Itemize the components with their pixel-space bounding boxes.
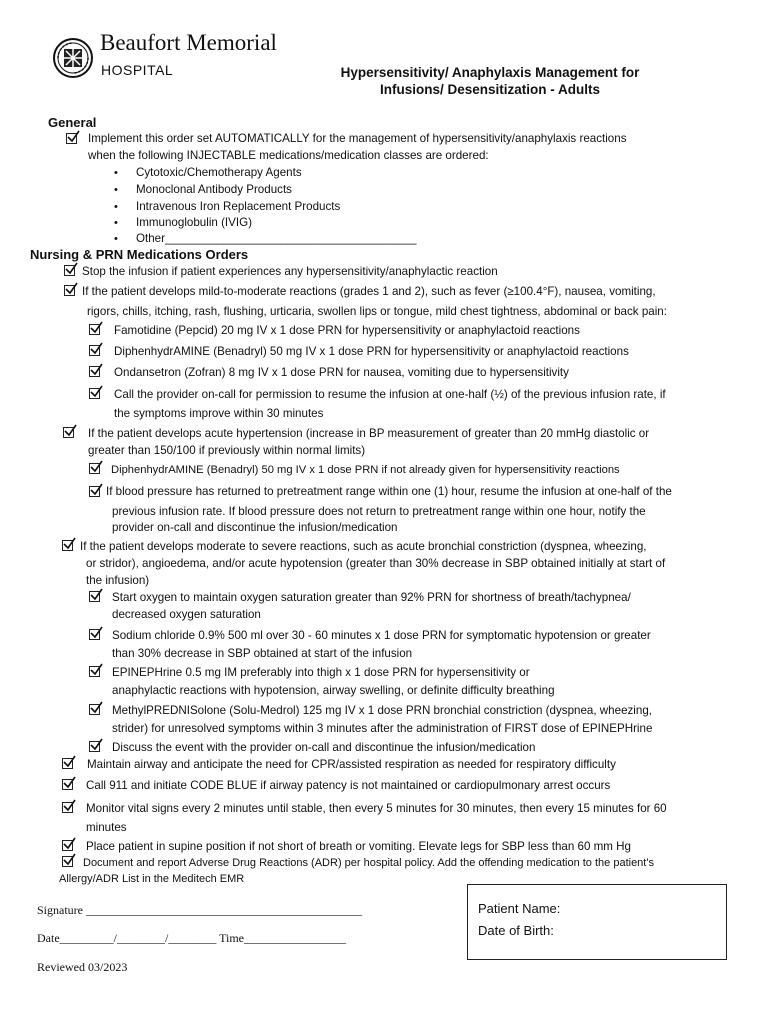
checkbox-call-provider[interactable]	[89, 388, 100, 399]
checkmark-icon	[89, 460, 103, 474]
checkmark-icon	[89, 385, 103, 399]
checkmark-icon	[66, 130, 80, 144]
supine-position: Place patient in supine position if not short of breath or vomiting. Elevate legs for SBP less than 60 mm Hg	[86, 840, 631, 853]
epinephrine-line-2: anaphylactic reactions with hypotension, airway swelling, or definite difficulty breathing	[112, 684, 555, 697]
checkbox-methylprednisolone[interactable]	[89, 704, 100, 715]
hypertension-line-1: If the patient develops acute hypertension (increase in BP measurement of greater than 20 mmHg diastolic or	[88, 427, 650, 440]
checkbox-vitals[interactable]	[62, 802, 73, 813]
bullet: •	[114, 167, 118, 179]
mild-line-1: If the patient develops mild-to-moderate reactions (grades 1 and 2), such as fever (≥100.4°F), nausea, vomiting,	[82, 285, 656, 298]
date-time-field[interactable]: Date_________/________/________ Time_________________	[37, 931, 347, 945]
methylprednisolone-line-1: MethylPREDNISolone (Solu-Medrol) 125 mg IV x 1 dose PRN bronchial constriction (dyspnea, wheezing,	[112, 704, 653, 717]
checkbox-epinephrine[interactable]	[89, 666, 100, 677]
oxygen-line-1: Start oxygen to maintain oxygen saturation greater than 92% PRN for shortness of breath/tachypnea/	[112, 591, 631, 604]
class-item: Cytotoxic/Chemotherapy Agents	[136, 166, 302, 179]
call-provider-line-1: Call the provider on-call for permission to resume the infusion at one-half (½) of the previous infusion rate, if	[114, 388, 666, 401]
diphenhydramine-order-1: DiphenhydrAMINE (Benadryl) 50 mg IV x 1 dose PRN for hypersensitivity or anaphylactoid reactions	[114, 345, 629, 358]
blood-pressure-line-2: previous infusion rate. If blood pressure does not return to pretreatment range within one hour, notify the	[112, 505, 646, 518]
implement-line-1: Implement this order set AUTOMATICALLY for the management of hypersensitivity/anaphylaxis reactions	[88, 132, 627, 145]
checkbox-sodium-chloride[interactable]	[89, 629, 100, 640]
signature-field[interactable]: Signature ______________________________________________	[37, 903, 362, 917]
class-item-other[interactable]: Other_______________________________________	[136, 232, 417, 245]
blood-pressure-line-1: If blood pressure has returned to pretreatment range within one (1) hour, resume the infusion at one-half of the	[106, 485, 672, 498]
sodium-chloride-line-1: Sodium chloride 0.9% 500 ml over 30 - 60 minutes x 1 dose PRN for symptomatic hypotension or greater	[112, 629, 651, 642]
checkmark-icon	[62, 776, 76, 790]
famotidine-order: Famotidine (Pepcid) 20 mg IV x 1 dose PRN for hypersensitivity or anaphylactoid reactions	[114, 324, 580, 337]
checkmark-icon	[89, 588, 103, 602]
checkmark-icon	[64, 282, 78, 296]
checkbox-oxygen[interactable]	[89, 591, 100, 602]
general-heading: General	[48, 115, 97, 130]
patient-info-box	[467, 884, 727, 960]
severe-line-1: If the patient develops moderate to severe reactions, such as acute bronchial constriction (dyspnea, wheezing,	[80, 540, 647, 553]
checkmark-icon	[62, 537, 76, 551]
class-item: Immunoglobulin (IVIG)	[136, 216, 252, 229]
patient-name-label: Patient Name:	[478, 901, 561, 916]
checkmark-icon	[62, 837, 76, 851]
checkmark-icon	[64, 262, 78, 276]
checkmark-icon	[89, 663, 103, 677]
checkbox-diphenhydramine-1[interactable]	[89, 345, 100, 356]
bullet: •	[114, 201, 118, 213]
severe-line-2: or stridor), angioedema, and/or acute hypotension (greater than 30% decrease in SBP obtained initially at start of	[86, 557, 666, 570]
checkbox-call-911[interactable]	[62, 779, 73, 790]
checkmark-icon	[89, 738, 103, 752]
class-item: Monoclonal Antibody Products	[136, 183, 292, 196]
bullet: •	[114, 217, 118, 229]
ondansetron-order: Ondansetron (Zofran) 8 mg IV x 1 dose PRN for nausea, vomiting due to hypersensitivity	[114, 366, 569, 379]
checkbox-airway[interactable]	[62, 758, 73, 769]
checkbox-stop[interactable]	[64, 265, 75, 276]
checkbox-famotidine[interactable]	[89, 324, 100, 335]
checkmark-icon	[89, 701, 103, 715]
checkbox-blood-pressure[interactable]	[89, 486, 100, 497]
severe-line-3: the infusion)	[86, 574, 150, 587]
adr-line-1: Document and report Adverse Drug Reactions (ADR) per hospital policy. Add the offending medication to the patient's	[83, 857, 654, 869]
methylprednisolone-line-2: strider) for unresolved symptoms within 3 minutes after the administration of FIRST dose of EPINEPHrine	[112, 722, 653, 735]
checkmark-icon	[89, 321, 103, 335]
stop-infusion: Stop the infusion if patient experiences any hypersensitivity/anaphylactic reaction	[82, 265, 498, 278]
hospital-logo	[52, 37, 94, 79]
title-line-1: Hypersensitivity/ Anaphylaxis Management for	[340, 65, 640, 80]
mild-line-2: rigors, chills, itching, rash, flushing, urticaria, swollen lips or tongue, mild chest tightness, abdominal or back pain:	[87, 305, 667, 318]
hospital-subtitle: HOSPITAL	[101, 62, 174, 78]
call-911: Call 911 and initiate CODE BLUE if airway patency is not maintained or cardiopulmonary arrest occurs	[86, 779, 611, 792]
checkbox-adr[interactable]	[62, 856, 73, 867]
checkbox-implement[interactable]	[66, 133, 77, 144]
oxygen-line-2: decreased oxygen saturation	[112, 608, 261, 621]
bullet: •	[114, 233, 118, 245]
checkmark-icon	[89, 342, 103, 356]
checkmark-icon	[63, 424, 77, 438]
checkmark-icon	[62, 799, 76, 813]
checkmark-icon	[62, 853, 76, 867]
checkmark-icon	[62, 755, 76, 769]
document-title	[300, 64, 680, 98]
checkbox-supine[interactable]	[62, 840, 73, 851]
checkbox-hypertension[interactable]	[63, 427, 74, 438]
class-item: Intravenous Iron Replacement Products	[136, 200, 341, 213]
diphenhydramine-order-2: DiphenhydrAMINE (Benadryl) 50 mg IV x 1 dose PRN if not already given for hypersensitivity reactions	[111, 464, 620, 476]
blood-pressure-line-3: provider on-call and discontinue the infusion/medication	[112, 521, 398, 534]
hospital-name: Beaufort Memorial	[100, 30, 277, 55]
epinephrine-line-1: EPINEPHrine 0.5 mg IM preferably into thigh x 1 dose PRN for hypersensitivity or	[112, 666, 530, 679]
checkmark-icon	[89, 363, 103, 377]
bullet: •	[114, 184, 118, 196]
nursing-heading: Nursing & PRN Medications Orders	[30, 247, 249, 262]
call-provider-line-2: the symptoms improve within 30 minutes	[114, 407, 324, 420]
hypertension-line-2: greater than 150/100 if previously within normal limits)	[88, 444, 366, 457]
vitals-line-1: Monitor vital signs every 2 minutes until stable, then every 5 minutes for 30 minutes, then every 15 minutes for 60	[86, 802, 667, 815]
checkbox-discuss[interactable]	[89, 741, 100, 752]
checkbox-diphenhydramine-2[interactable]	[89, 463, 100, 474]
maintain-airway: Maintain airway and anticipate the need for CPR/assisted respiration as needed for respiratory difficulty	[87, 758, 616, 771]
sodium-chloride-line-2: than 30% decrease in SBP obtained at start of the infusion	[112, 647, 413, 660]
vitals-line-2: minutes	[86, 821, 127, 834]
implement-line-2: when the following INJECTABLE medications/medication classes are ordered:	[88, 149, 489, 162]
discuss-event: Discuss the event with the provider on-call and discontinue the infusion/medication	[112, 741, 536, 754]
checkmark-icon	[89, 626, 103, 640]
checkbox-ondansetron[interactable]	[89, 366, 100, 377]
checkbox-severe[interactable]	[62, 540, 73, 551]
checkbox-mild[interactable]	[64, 285, 75, 296]
adr-line-2: Allergy/ADR List in the Meditech EMR	[59, 873, 245, 885]
title-line-2: Infusions/ Desensitization - Adults	[379, 82, 600, 97]
checkmark-icon	[89, 483, 103, 497]
date-of-birth-label: Date of Birth:	[478, 923, 554, 938]
reviewed-date: Reviewed 03/2023	[37, 960, 128, 974]
